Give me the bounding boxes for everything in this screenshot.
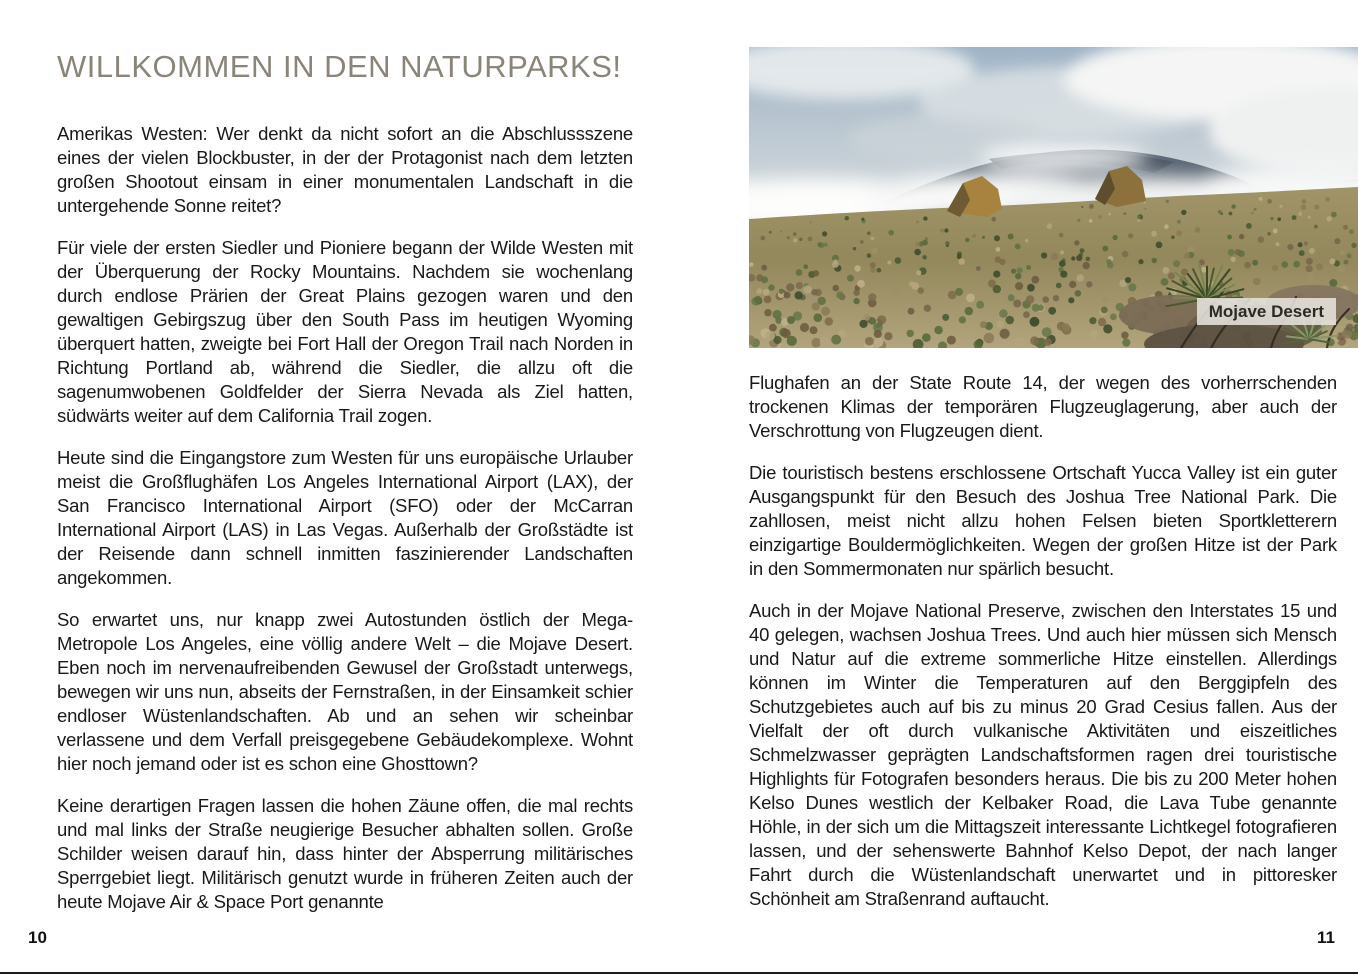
body-paragraph: So erwartet uns, nur knapp zwei Autostunden östlich der Mega-Metropole Los Angeles, eine völlig andere Welt – die Mojave Desert. Eben noch im nervenaufreibenden Gewusel der Großstadt unterwegs, bewegen wir uns nun, abseits der Fernstraßen, in der Einsamkeit schier endloser Wüstenlandschaften. Ab und an sehen wir scheinbar verlassene und dem Verfall preisgegebene Gebäudekomplexe. Wohnt hier noch jemand oder ist es schon eine Ghosttown?: [57, 609, 633, 774]
body-paragraph: Heute sind die Eingangstore zum Westen für uns europäische Urlauber meist die Großflughäfen Los Angeles International Airport (LAX), der San Francisco International Airport (SFO) oder der McCarran International Airport (LAS) in Las Vegas. Außerhalb der Großstädte ist der Reisende dann schnell inmitten faszinierender Landschaften angekommen.: [57, 447, 633, 588]
body-paragraph: Keine derartigen Fragen lassen die hohen Zäune offen, die mal rechts und mal links der Straße neugierige Besucher abhalten sollen. Große Schilder weisen darauf hin, dass hinter der Absperrung militärisches Sperrgebiet liegt. Militärisch genutzt wurde in früheren Zeiten auch der heute Mojave Air & Space Port genannte: [57, 795, 633, 912]
page-number-right: 11: [1317, 928, 1335, 947]
body-paragraph: Auch in der Mojave National Preserve, zwischen den Interstates 15 und 40 gelegen, wachsen Joshua Trees. Und auch hier müssen sich Mensch und Natur auf die extreme sommerliche Hitze einstellen. Allerdings können im Winter die Temperaturen auf den Berggipfeln des Schutzgebietes auch auf bis zu minus 20 Grad Cesius fallen. Aus der Vielfalt der oft durch vulkanische Aktivitäten und eiszeitliches Schmelzwasser geprägten Landschaftsformen ragen drei touristische Highlights für Fotografen besonders heraus. Die bis zu 200 Meter hohen Kelso Dunes westlich der Kelbaker Road, die Lava Tube genannte Höhle, in der sich um die Mittagszeit interessante Lichtkegel fotografieren lassen, und der sehenswerte Bahnhof Kelso Depot, der nach langer Fahrt durch die Wüstenlandschaft unerwartet und in pittoresker Schönheit am Straßenrand auftaucht.: [749, 600, 1337, 909]
body-paragraph: Flughafen an der State Route 14, der wegen des vorherrschenden trockenen Klimas der temporären Flugzeuglagerung, aber auch der Verschrottung von Flugzeugen dient.: [749, 372, 1337, 441]
left-page-body: [57, 122, 633, 914]
page-number-left: 10: [28, 928, 47, 947]
right-page-column: [749, 371, 1337, 911]
right-page-body: [749, 371, 1337, 911]
left-page-column: [57, 50, 633, 914]
page-title: WILLKOMMEN IN DEN NATURPARKS!: [57, 49, 622, 84]
body-paragraph: Die touristisch bestens erschlossene Ortschaft Yucca Valley ist ein guter Ausgangspunkt für den Besuch des Joshua Tree National Park. Die zahllosen, meist nicht allzu hohen Felsen bieten Sportkletterern einzigartige Bouldermöglichkeiten. Wegen der großen Hitze ist der Park in den Sommermonaten nur spärlich besucht.: [749, 462, 1337, 579]
body-paragraph: Für viele der ersten Siedler und Pioniere begann der Wilde Westen mit der Überquerung der Rocky Mountains. Nachdem sie wochenlang durch endlose Prärien der Great Plains gezogen waren und den gewaltigen Gebirgszug über den South Pass im heutigen Wyoming überquert hatten, zweigte bei Fort Hall der Oregon Trail nach Norden in Richtung Portland ab, während die Siedler, die allzu oft die sagenumwobenen Goldfelder der Sierra Nevada als Ziel hatten, südwärts weiter auf dem California Trail zogen.: [57, 237, 633, 426]
mojave-desert-photo: [749, 47, 1358, 348]
body-paragraph: Amerikas Westen: Wer denkt da nicht sofort an die Abschlussszene eines der vielen Blockbuster, in der der Protagonist nach dem letzten großen Shootout einsam in einer monumentalen Landschaft in die untergehende Sonne reitet?: [57, 123, 633, 216]
photo-caption: Mojave Desert: [1197, 298, 1336, 325]
